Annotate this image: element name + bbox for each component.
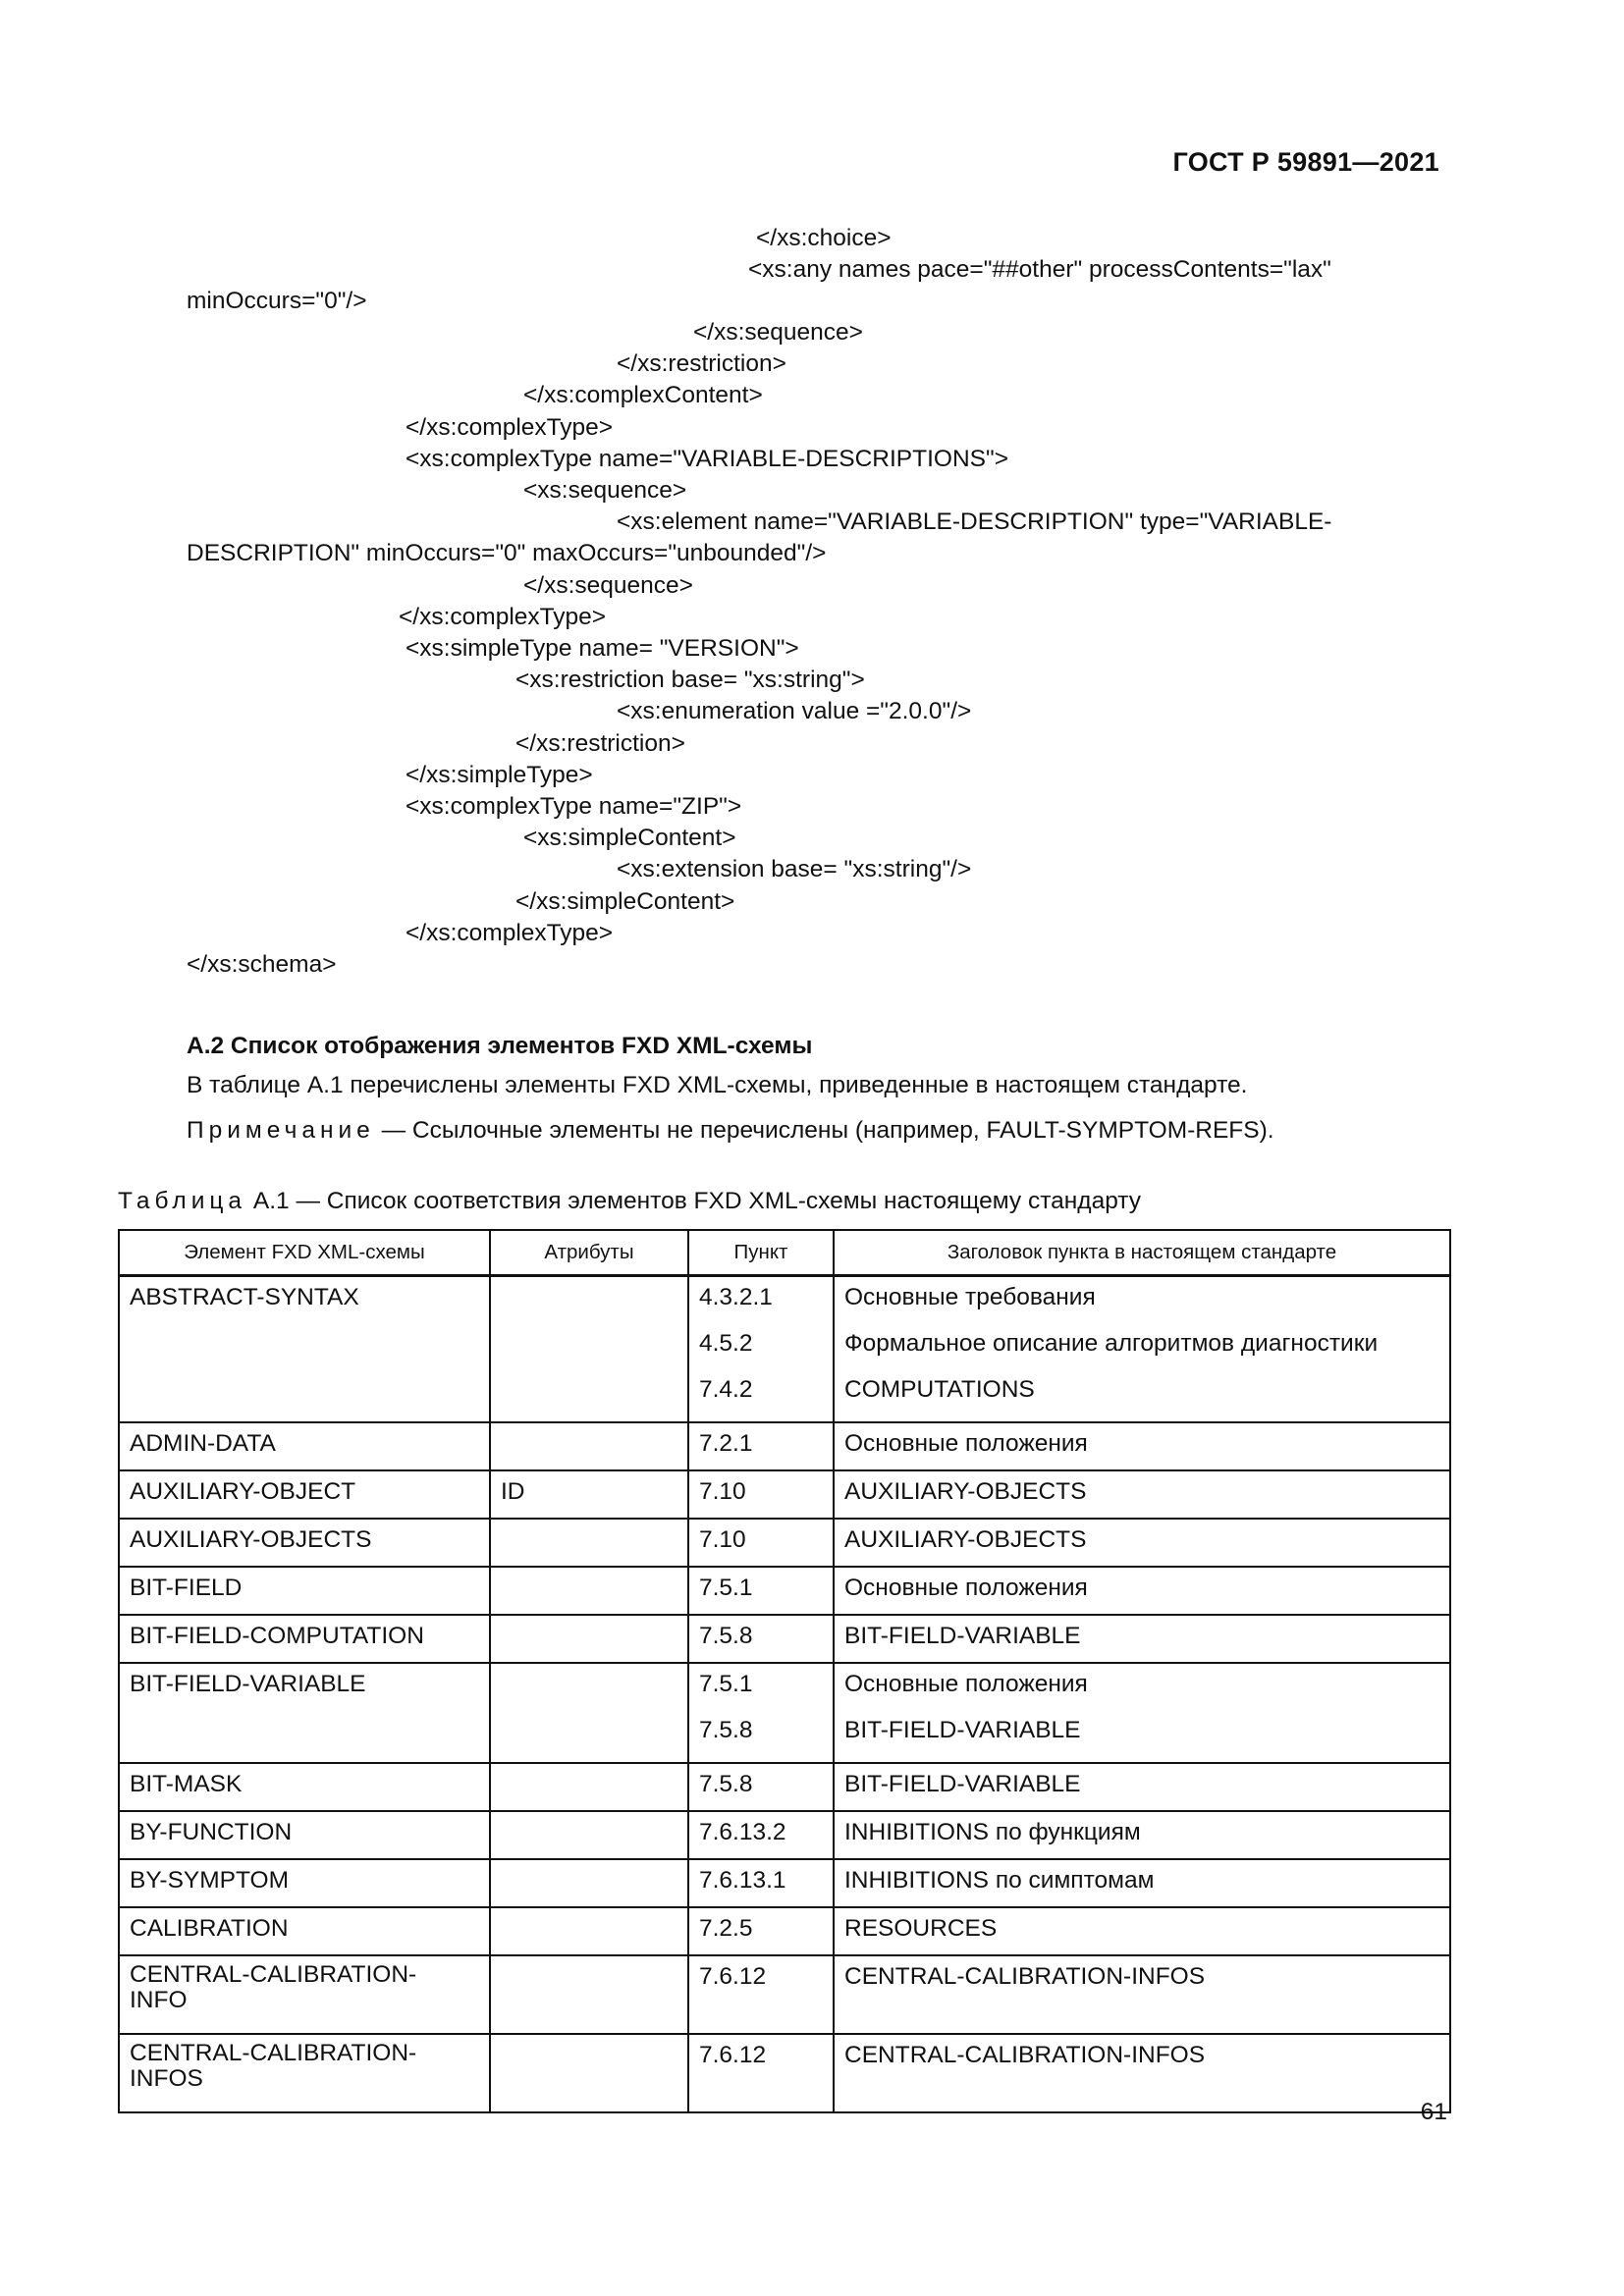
code-line: </xs:complexType> [406,414,614,441]
title-cell [834,1276,1450,1423]
code-line: </xs:restriction> [617,350,786,377]
clause-title: COMPUTATIONS [844,1376,1035,1403]
table-row [119,1955,1450,2034]
clause-number: 7.5.8 [699,1623,753,1649]
clause-cell [688,1811,834,1859]
clause-number: 7.5.1 [699,1671,753,1697]
table-row [119,1470,1450,1519]
clause-title: Основные положения [844,1671,1088,1697]
table-caption [118,1188,1141,1215]
clause-number: 7.4.2 [699,1376,753,1403]
clause-number: 7.6.12 [699,1963,767,1990]
code-line: <xs:sequence> [523,477,687,504]
clause-title: INHIBITIONS по функциям [844,1819,1141,1845]
code-line: <xs:any names pace="##other" processContents="lax" [748,256,1331,283]
clause-cell [688,1907,834,1955]
attributes-cell [490,1567,688,1615]
title-cell [834,1811,1450,1859]
clause-number: 7.6.12 [699,2042,767,2068]
column-header: Элемент FXD XML-схемы [119,1230,490,1276]
code-line: </xs:schema> [187,951,337,978]
clause-number: 7.6.13.2 [699,1819,786,1845]
clause-title: CENTRAL-CALIBRATION-INFOS [844,2042,1206,2068]
clause-number: 7.5.1 [699,1575,753,1601]
attribute-value: ID [501,1478,525,1505]
clause-title: INHIBITIONS по симптомам [844,1867,1155,1894]
code-line: </xs:restriction> [515,730,685,757]
table-row [119,1615,1450,1663]
note [187,1117,1274,1145]
table-row [119,1422,1450,1470]
code-line: </xs:complexContent> [523,382,763,408]
element-cell [119,1907,490,1955]
table-row [119,1276,1450,1423]
code-line: <xs:simpleContent> [523,825,736,851]
clause-number: 7.5.8 [699,1717,753,1743]
clause-cell [688,2034,834,2112]
title-cell [834,1907,1450,1955]
clause-number: 7.10 [699,1526,746,1553]
attributes-cell [490,1859,688,1907]
title-cell [834,1955,1450,2034]
table-row [119,1811,1450,1859]
code-line: <xs:restriction base= "xs:string"> [515,667,865,693]
title-cell [834,1615,1450,1663]
code-line: </xs:sequence> [523,572,693,599]
table-row [119,2034,1450,2112]
clause-title: BIT-FIELD-VARIABLE [844,1623,1081,1649]
attributes-cell [490,1811,688,1859]
column-header: Пункт [688,1230,834,1276]
table-row [119,1663,1450,1763]
code-line: <xs:complexType name="VARIABLE-DESCRIPTIONS"> [406,446,1009,472]
standard-header: ГОСТ Р 59891—2021 [1172,147,1439,177]
element-name: BIT-FIELD-COMPUTATION [130,1623,424,1649]
clause-number: 7.5.8 [699,1771,753,1797]
page-number: 61 [1420,2099,1447,2125]
attributes-cell [490,1519,688,1567]
element-name: CALIBRATION [130,1915,289,1942]
clause-number: 7.2.1 [699,1430,753,1457]
table-row [119,1567,1450,1615]
attributes-cell [490,1663,688,1763]
note-label: Примечание [187,1117,375,1144]
code-line: DESCRIPTION" minOccurs="0" maxOccurs="unbounded"/> [187,540,827,566]
clause-cell [688,1519,834,1567]
clause-number: 7.2.5 [699,1915,753,1942]
table-header-row [119,1230,1450,1276]
title-cell [834,1859,1450,1907]
table-caption-label: Таблица [118,1188,247,1214]
clause-title: CENTRAL-CALIBRATION-INFOS [844,1963,1206,1990]
clause-cell [688,1470,834,1519]
attributes-cell [490,1615,688,1663]
clause-title: AUXILIARY-OBJECTS [844,1478,1087,1505]
element-cell [119,1470,490,1519]
code-line: </xs:complexType> [399,604,607,630]
element-name: BIT-FIELD [130,1575,243,1601]
clause-number: 7.6.13.1 [699,1867,786,1894]
code-line: <xs:extension base= "xs:string"/> [617,856,972,882]
title-cell [834,1763,1450,1811]
clause-cell [688,1955,834,2034]
clause-cell [688,1567,834,1615]
table-caption-text: А.1 — Список соответствия элементов FXD XML-схемы настоящему стандарту [246,1188,1142,1214]
element-cell [119,1567,490,1615]
column-header: Атрибуты [490,1230,688,1276]
code-line: <xs:element name="VARIABLE-DESCRIPTION" type="VARIABLE- [617,508,1332,535]
element-name: BY-FUNCTION [130,1819,293,1845]
table-body [119,1276,1450,2113]
element-name: BY-SYMPTOM [130,1867,290,1894]
clause-number: 4.3.2.1 [699,1284,773,1310]
element-cell [119,1811,490,1859]
code-line: <xs:simpleType name= "VERSION"> [406,635,799,662]
clause-title: Формальное описание алгоритмов диагностики [844,1330,1379,1357]
code-line: </xs:simpleType> [406,762,593,788]
clause-cell [688,1763,834,1811]
code-line: </xs:complexType> [406,920,614,946]
title-cell [834,1663,1450,1763]
element-name: ABSTRACT-SYNTAX [130,1284,359,1310]
attributes-cell [490,1763,688,1811]
code-line: minOccurs="0"/> [187,288,367,314]
title-cell [834,2034,1450,2112]
clause-title: RESOURCES [844,1915,998,1942]
code-line: </xs:choice> [756,225,892,251]
mapping-table [118,1229,1451,2113]
code-line: </xs:simpleContent> [515,888,735,915]
element-name: BIT-FIELD-VARIABLE [130,1671,366,1697]
title-cell [834,1567,1450,1615]
code-line: </xs:sequence> [693,319,863,346]
note-text: — Ссылочные элементы не перечислены (например, FAULT-SYMPTOM-REFS). [374,1117,1274,1144]
element-cell [119,1859,490,1907]
attributes-cell [490,1276,688,1423]
element-cell [119,1663,490,1763]
title-cell [834,1470,1450,1519]
clause-title: AUXILIARY-OBJECTS [844,1526,1087,1553]
clause-number: 4.5.2 [699,1330,753,1357]
clause-cell [688,1422,834,1470]
code-line: <xs:enumeration value ="2.0.0"/> [617,698,972,724]
attributes-cell [490,1907,688,1955]
clause-title: Основные положения [844,1575,1088,1601]
element-name: AUXILIARY-OBJECTS [130,1526,372,1553]
column-header: Заголовок пункта в настоящем стандарте [834,1230,1450,1276]
element-name: ADMIN-DATA [130,1430,276,1457]
clause-cell [688,1859,834,1907]
title-cell [834,1422,1450,1470]
clause-cell [688,1615,834,1663]
clause-title: BIT-FIELD-VARIABLE [844,1717,1081,1743]
table-row [119,1763,1450,1811]
attributes-cell [490,1470,688,1519]
table-row [119,1907,1450,1955]
table-row [119,1519,1450,1567]
element-cell [119,1763,490,1811]
section-title: А.2 Список отображения элементов FXD XML-схемы [187,1033,813,1059]
element-name: CENTRAL-CALIBRATION- INFO [130,1961,417,2013]
element-name: BIT-MASK [130,1771,243,1797]
attributes-cell [490,2034,688,2112]
element-cell [119,1422,490,1470]
section-paragraph: В таблице А.1 перечислены элементы FXD XML-схемы, приведенные в настоящем стандарте. [187,1072,1248,1098]
clause-title: Основные требования [844,1284,1096,1310]
element-cell [119,2034,490,2112]
element-cell [119,1519,490,1567]
clause-number: 7.10 [699,1478,746,1505]
attributes-cell [490,1422,688,1470]
element-name: AUXILIARY-OBJECT [130,1478,356,1505]
clause-title: Основные положения [844,1430,1088,1457]
title-cell [834,1519,1450,1567]
clause-cell [688,1663,834,1763]
attributes-cell [490,1955,688,2034]
element-name: CENTRAL-CALIBRATION- INFOS [130,2040,417,2092]
code-line: <xs:complexType name="ZIP"> [406,793,742,820]
clause-title: BIT-FIELD-VARIABLE [844,1771,1081,1797]
element-cell [119,1276,490,1423]
element-cell [119,1955,490,2034]
table-row [119,1859,1450,1907]
clause-cell [688,1276,834,1423]
element-cell [119,1615,490,1663]
